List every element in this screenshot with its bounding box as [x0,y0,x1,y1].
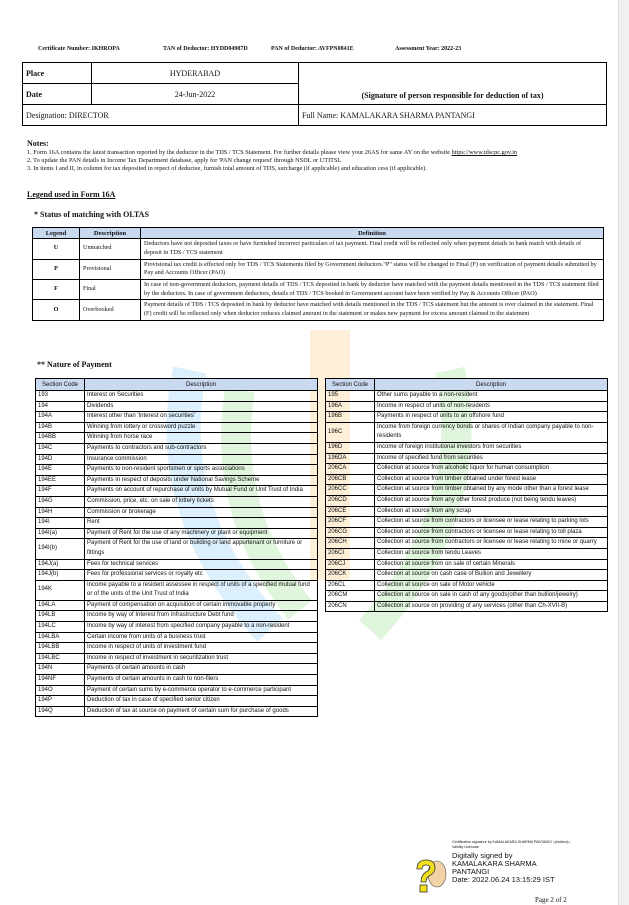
table-row [36,685,318,696]
section-code: 194NF [36,675,85,686]
table-row [326,453,608,464]
section-code: 194Q [36,706,85,717]
section-code: 194I [36,518,85,529]
section-code: 194LB [36,611,85,622]
section-description: Collection at source on providing of any services (other than Ch-XVII-B) [375,601,608,612]
section-description: Insurance commission [85,454,318,465]
table-row [326,401,608,412]
legend-definition: Payment details of TDS / TCS deposited in bank by deductor have matched with details mentioned in the TDS / TCS statement but the amount is over claimed in the statement. Final (F) credit will be reflected only when deductor reduces claimed amount in the statement or makes new payment for excess amount claimed in the statement [141,300,604,321]
note-3: 3. In items I and II, in column for tax deposited in repect of deductee, furnish total amount of TDS, surcharge (if applicable) and education cess (if applicable). [27,165,427,172]
section-description: Income by way of interest from specified company payable to a non-resident [85,622,318,633]
section-description: Income of specified fund from securities [375,453,608,464]
section-code: 196D [326,442,375,453]
section-description: Collection at source from timber obtained under forest lease [375,474,608,485]
table-row [326,412,608,423]
legend-row [33,300,604,321]
sign-date: Date: 2022.06.24 13:15:29 IST [452,875,555,884]
section-description: Collection at source from contractors or licensee or lease relating to mine or quarry [375,538,608,549]
section-code: 206CK [326,570,375,581]
legend-description: Overbooked [80,300,141,321]
section-code: 206CJ [326,559,375,570]
table-row [36,675,318,686]
section-code: 194LBC [36,653,85,664]
section-code: 194LBB [36,643,85,654]
verification-table [22,62,607,126]
section-code: 196A [326,401,375,412]
date-label: Date [23,84,92,105]
section-code: 195 [326,391,375,402]
section-code: 194P [36,696,85,707]
tan-of-deductor: TAN of Deductor: HYDD04987D [163,46,248,52]
section-code: 194BB [36,433,85,444]
section-description: Collection at source from on sale of certain Minerals [375,559,608,570]
section-description: Income payable to a resident assessee in respect of units of a specified mutual fund or of the units of the Unit Trust of India [85,580,318,600]
table-row [36,486,318,497]
section-code: 194I(b) [36,539,85,559]
section-code: 194J(a) [36,559,85,570]
section-description: Collection at source from any other forest produce (not being tendu leaves) [375,495,608,506]
table-row [326,591,608,602]
legend-row [33,239,604,260]
table-row [326,495,608,506]
section-code: 194G [36,496,85,507]
question-mark-signature-icon [412,858,448,894]
section-code: 194K [36,580,85,600]
section-code: 194E [36,465,85,476]
section-code: 194F [36,486,85,497]
table-row [326,506,608,517]
section-description: Collection at source from alcoholic liquor for human consumption [375,464,608,475]
table-row [326,601,608,612]
section-description: Collection at source from contractors or licensee or lease relating to parking lots [375,517,608,528]
legend-code: U [33,239,80,260]
section-code: 194EE [36,475,85,486]
place-label: Place [23,63,92,84]
table-row [36,611,318,622]
section-description: Fees for professional services or royalty etc [85,570,318,581]
table-row [36,528,318,539]
section-description: Income of foreign institutional investors from securities [375,442,608,453]
section-code: 194J(b) [36,570,85,581]
section-description: Commission or brokerage [85,507,318,518]
section-description: Interest other than 'Interest on securities' [85,412,318,423]
date-value: 24-Jun-2022 [92,84,299,105]
section-code: 193 [36,391,85,402]
nature-title: ** Nature of Payment [37,360,112,369]
signer-name: KAMALAKARA SHARMA [452,859,537,868]
section-code: 194N [36,664,85,675]
section-code: 206CC [326,485,375,496]
section-description: Payments in respect of units to an offshore fund [375,412,608,423]
table-row [36,570,318,581]
place-value: HYDERABAD [92,63,299,84]
legend-definition: Deductors have not deposited taxes or have furnished incorrect particulars of tax payment. Final credit will be reflected only when payment details in bank match with details of deposit in TDS / TCS statement [141,239,604,260]
section-code: 194LC [36,622,85,633]
col-description: Description [85,379,318,391]
table-row [36,443,318,454]
col-definition: Definition [141,228,604,239]
legend-description: Final [80,280,141,300]
section-description: Income in respect of units of non-residents [375,401,608,412]
section-code: 206CF [326,517,375,528]
section-code: 196DA [326,453,375,464]
section-description: Collection at source from tendu Leaves [375,548,608,559]
section-code: 196C [326,422,375,442]
certificate-number: Certificate Number: IKHROPA [38,46,120,52]
section-description: Collection at source from contractors or licensee or lease relating to toll plaza [375,527,608,538]
col-section-code: Section Code [36,379,85,391]
section-description: Dividends [85,401,318,412]
note-2: 2. To update the PAN details in Income Tax Department database, apply for 'PAN change request' through NSDL or UTITSL [27,157,342,164]
table-row [36,518,318,529]
section-description: Collection at source from timber obtained by any mode other than a forest lease [375,485,608,496]
section-code: 194O [36,685,85,696]
section-description: Payments in respect of deposits under National Savings Scheme [85,475,318,486]
section-code: 194B [36,422,85,433]
pan-of-deductor: PAN of Deductor: AVFPN0841E [271,46,354,52]
table-row [36,600,318,611]
section-description: Fees for technical services [85,559,318,570]
table-row [36,559,318,570]
table-row [36,465,318,476]
section-code: 194 [36,401,85,412]
notes-title: Notes: [27,139,49,148]
legend-definition: Provisional tax credit is effected only for TDS / TCS Statements filed by Government deductors."P" status will be changed to Final (F) on verification of payment details submitted by Pay and Accounts Officer (PAO) [141,259,604,280]
section-description: Payment of certain sums by e-commerce operator to e-commerce participant [85,685,318,696]
table-row [326,548,608,559]
table-row [326,464,608,475]
section-description: Income in respect of units of investment fund [85,643,318,654]
table-row [36,391,318,402]
table-row [36,653,318,664]
table-row [326,474,608,485]
section-code: 206CG [326,527,375,538]
table-row [36,706,318,717]
table-row [36,401,318,412]
section-code: 194I(a) [36,528,85,539]
section-code: 206CI [326,548,375,559]
certification-text: Certification signature by KAMALAKARA SHARMA PANTANGI <(hidden)>, Validity Unknown [452,840,572,849]
section-code: 194C [36,443,85,454]
oltas-subtitle: * Status of matching with OLTAS [34,210,149,219]
oltas-legend-table [32,227,604,321]
full-name: Full Name: KAMALAKARA SHARMA PANTANGI [299,105,607,126]
section-description: Rent [85,518,318,529]
table-row [36,422,318,433]
section-description: Income by way of Interest from Infrastructure Debt fund [85,611,318,622]
section-description: Payment of Rent for the use of land or building or land appurtenant or furniture or fittings [85,539,318,559]
section-description: Winning from horse race [85,433,318,444]
table-row [36,433,318,444]
section-description: Other sums payable to a non-resident [375,391,608,402]
table-row [326,570,608,581]
table-row [36,539,318,559]
section-code: 196B [326,412,375,423]
section-code: 194D [36,454,85,465]
legend-code: F [33,280,80,300]
table-row [36,496,318,507]
section-description: Commission, price, etc. on sale of lottery tickets [85,496,318,507]
section-code: 206CH [326,538,375,549]
table-row [36,580,318,600]
table-row [326,517,608,528]
legend-code: P [33,259,80,280]
notes [27,140,617,173]
page-number: Page 2 of 2 [535,896,567,904]
legend-code: O [33,300,80,321]
legend-definition: In case of non-government deductors, payment details of TDS / TCS deposited in bank by deductor have matched with the payment details mentioned in the TDS / TCS statement filed by the deductors. In case of government deductors, details of TDS / TCS booked in Government account have been verified by Pay & Accounts Officer (PAO) [141,280,604,300]
section-code: 206CB [326,474,375,485]
section-description: Payments on account of repurchase of units by Mutual Fund or Unit Trust of India [85,486,318,497]
legend-description: Provisional [80,259,141,280]
table-row [36,664,318,675]
table-row [326,527,608,538]
legend-row [33,280,604,300]
section-description: Income from foreign currency bonds or shares of Indian company payable to non-residents [375,422,608,442]
section-description: Collection at source on cash case of Bullion and Jewellery [375,570,608,581]
section-description: Certain income from units of a business trust [85,632,318,643]
section-description: Income in respect of investment in securitization trust [85,653,318,664]
section-description: Collection at source on sale in cash of any goods(other than bullion/jewelry) [375,591,608,602]
table-row [326,442,608,453]
section-code: 206CL [326,580,375,591]
section-description: Winning from lottery or crossword puzzle [85,422,318,433]
signer-name-2: PANTANGI [452,867,490,876]
col-description: Description [80,228,141,239]
section-code: 206CM [326,591,375,602]
table-row [36,643,318,654]
section-code: 194H [36,507,85,518]
section-description: Payment of Rent for the use of any machinery or plant or equipment [85,528,318,539]
section-code: 194LA [36,600,85,611]
section-description: Collection at source on sale of Motor vehicle [375,580,608,591]
section-description: Payments to non-resident sportsmen or sports associations [85,465,318,476]
section-description: Deduction of tax at source on payment of certain sum for purchase of goods [85,706,318,717]
section-description: Payments of certain amounts in cash to non-filers [85,675,318,686]
legend-title: Legend used in Form 16A [27,190,116,199]
digital-signature[interactable] [452,840,572,884]
table-row [36,507,318,518]
section-code: 206CE [326,506,375,517]
section-description: Collection at source from any scrap [375,506,608,517]
section-description: Interest on Securities [85,391,318,402]
signature-caption: (Signature of person responsible for deduction of tax) [299,63,607,105]
table-row [326,538,608,549]
table-row [36,632,318,643]
col-description: Description [375,379,608,391]
table-row [326,422,608,442]
nature-table-right [325,378,608,612]
signed-by-label: Digitally signed by [452,851,513,860]
section-description: Payment of compensation on acquisition of certain immovable property [85,600,318,611]
col-section-code: Section Code [326,379,375,391]
table-row [326,559,608,570]
section-code: 206CN [326,601,375,612]
table-row [326,485,608,496]
section-code: 206CA [326,464,375,475]
table-row [36,622,318,633]
table-row [326,580,608,591]
nature-table-left [35,378,318,717]
viewer-scrollbar[interactable] [618,0,629,905]
section-code: 206CD [326,495,375,506]
section-description: Payments of certain amounts in cash [85,664,318,675]
section-description: Payments to contractors and sub-contractors [85,443,318,454]
table-row [36,454,318,465]
table-row [36,475,318,486]
section-code: 194A [36,412,85,423]
tdscpc-link[interactable]: https://www.tdscpc.gov.in [451,149,518,156]
table-row [36,412,318,423]
section-code: 194LBA [36,632,85,643]
designation: Designation: DIRECTOR [23,105,299,126]
col-legend: Legend [33,228,80,239]
section-description: Deduction of tax in case of specified senior citizen [85,696,318,707]
note-1: 1. Form 16A contains the latest transaction reported by the deductor in the TDS / TCS Statement. For further details please view your 26AS for same AY on the website [27,149,452,156]
assessment-year: Assessment Year: 2022-23 [395,46,462,52]
legend-row [33,259,604,280]
table-row [36,696,318,707]
legend-description: Unmatched [80,239,141,260]
table-row [326,391,608,402]
